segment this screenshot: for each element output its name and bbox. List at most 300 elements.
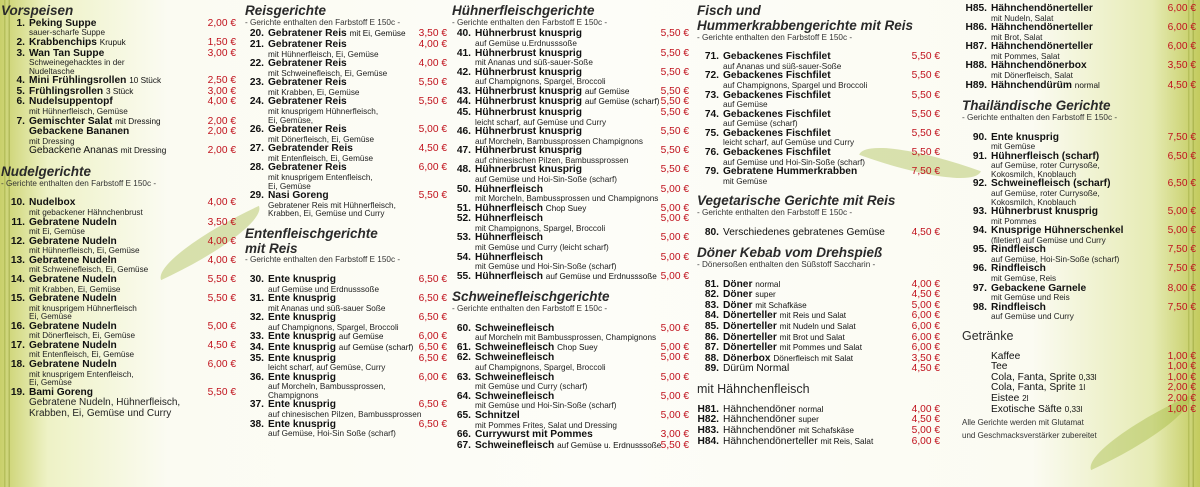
item-number: 40.	[456, 28, 471, 40]
item-description: auf Morcheln, Bambussprossen Champignons	[475, 136, 643, 146]
item-price: 6,00 €	[418, 331, 447, 343]
item-number: 23.	[249, 77, 264, 89]
item-name: Nudelbox	[29, 197, 76, 209]
item-name: Hühnerbrust knusprig	[475, 28, 582, 40]
item-price: 5,00 €	[660, 341, 689, 353]
item-description: mit Gemüse und Curry (leicht scharf)	[475, 243, 609, 253]
item-name: Dürüm Normal	[723, 363, 790, 375]
item-number: 46.	[456, 126, 471, 138]
item-extra: auf Gemüse und Erdnusssoße	[545, 271, 657, 281]
item-name: Verschiedenes gebratenes Gemüse	[723, 226, 885, 238]
item-number: 1.	[16, 17, 25, 29]
menu-item	[452, 214, 689, 225]
menu-item	[452, 185, 689, 196]
item-name: Hühnerfleisch	[475, 232, 543, 244]
item-number: 94.	[972, 225, 987, 237]
item-number: H86.	[965, 22, 987, 34]
item-number: 63.	[456, 371, 471, 383]
item-description: auf Champignons, Spargel, Broccoli	[268, 322, 399, 332]
menu-item	[245, 191, 447, 202]
item-name: Hähnchendürüm	[991, 79, 1072, 91]
item-number: 33.	[249, 331, 264, 343]
item-name: Gebackene Garnele	[991, 282, 1087, 294]
item-name: Schweinefleisch	[475, 352, 555, 364]
item-description: mit Dönerfleisch, Salat	[991, 71, 1073, 81]
menu-item	[452, 127, 689, 138]
item-price: 5,00 €	[660, 322, 689, 334]
item-name: Rindfleisch	[991, 263, 1046, 275]
item-extra: 2l	[1022, 394, 1029, 404]
item-extra: 1l	[1078, 383, 1086, 393]
item-name: Döner	[723, 278, 753, 290]
menu-item	[962, 207, 1196, 218]
item-description: mit Entenfleisch, Ei, Gemüse	[29, 350, 135, 360]
item-number: 81.	[704, 278, 719, 290]
item-number: 19.	[10, 386, 25, 398]
item-number: 92.	[972, 178, 987, 190]
menu-item	[697, 148, 940, 159]
item-name: Ente knusprig	[268, 418, 336, 430]
item-name: Gebratener Reis	[268, 58, 347, 70]
menu-item	[245, 97, 447, 108]
menu-item	[452, 68, 689, 79]
menu-item	[962, 303, 1196, 314]
menu-item	[1, 127, 236, 138]
item-name: Gebackenes Fischfilet	[723, 89, 831, 101]
section-heading: mit Reis	[245, 240, 298, 256]
item-description: mit Gemüse	[991, 142, 1036, 152]
item-number: 84.	[704, 310, 719, 322]
item-extra: Chop Suey	[545, 203, 587, 213]
item-number: 42.	[456, 66, 471, 78]
item-number: 86.	[704, 331, 719, 343]
item-price: 1,00 €	[1167, 371, 1196, 383]
menu-item	[697, 364, 940, 375]
item-price: 5,00 €	[207, 320, 236, 332]
item-number: 38.	[249, 418, 264, 430]
item-description: mit Gemüse und Hoi-Sin-Soße (scharf)	[475, 262, 617, 272]
menu-item	[245, 420, 447, 431]
item-description: auf Gemüse, Hoi-Sin Soße (scharf)	[268, 429, 396, 439]
item-name: Exotische Säfte	[991, 403, 1062, 415]
item-extra: mit Dressing	[115, 116, 161, 126]
menu-item	[1, 146, 236, 157]
item-name: Hühnerbrust knusprig	[475, 47, 582, 59]
item-name: Hühnerfleisch	[475, 202, 543, 214]
menu-item	[962, 179, 1196, 190]
item-name: Hähnchendönerbox	[991, 60, 1087, 72]
menu-item	[1, 360, 236, 371]
item-price: 6,00 €	[911, 331, 940, 343]
item-price: 4,00 €	[418, 38, 447, 50]
section-heading: Fisch und	[697, 3, 761, 18]
item-name: Gebratener Reis	[268, 96, 347, 108]
item-name: Hähnchendönerteller	[991, 41, 1093, 53]
item-price: 6,00 €	[1167, 3, 1196, 14]
menu-item	[452, 49, 689, 60]
item-number: 76.	[704, 146, 719, 158]
item-name: Hühnerfleisch	[475, 213, 543, 225]
section-heading: Getränke	[962, 328, 1014, 343]
section-heading: Entenfleischgerichte	[245, 225, 378, 241]
item-number: 96.	[972, 263, 987, 275]
item-extra: 0,33l	[1078, 372, 1097, 382]
item-price: 6,50 €	[418, 293, 447, 305]
menu-item	[697, 52, 940, 63]
item-price: 6,50 €	[418, 418, 447, 430]
item-number: 3.	[16, 47, 25, 59]
item-name: Döner	[723, 289, 753, 301]
item-price: 7,50 €	[1167, 301, 1196, 313]
menu-item	[697, 437, 940, 448]
item-number: 44.	[456, 96, 471, 108]
item-number: 6.	[16, 96, 25, 108]
item-price: 5,50 €	[660, 126, 689, 138]
item-price: 5,50 €	[660, 439, 689, 451]
item-description: mit Gemüse und Hoi-Sin-Soße (scharf)	[475, 401, 617, 411]
item-name: Dönerteller	[723, 310, 777, 322]
item-price: 4,50 €	[911, 226, 940, 238]
item-price: 5,00 €	[660, 232, 689, 244]
menu-item	[452, 272, 689, 283]
item-price: 2,00 €	[207, 17, 236, 29]
item-name: Krabbenchips	[29, 36, 97, 48]
item-number: 85.	[704, 321, 719, 332]
item-description: mit Brot, Salat	[991, 32, 1043, 42]
item-number: 87.	[704, 342, 719, 354]
item-price: 4,50 €	[418, 143, 447, 155]
item-price: 2,00 €	[207, 115, 236, 127]
item-description: leicht scharf, auf Gemüse, Curry	[268, 363, 386, 373]
item-description: mit Krabben, Ei, Gemüse	[268, 87, 360, 97]
item-name: Frühlingsrollen	[29, 85, 104, 97]
item-price: 6,00 €	[911, 342, 940, 354]
item-price: 6,50 €	[418, 312, 447, 324]
item-number: 13.	[10, 254, 25, 266]
item-description: auf Gemüse und Erdnusssoße	[268, 284, 380, 294]
item-price: 5,50 €	[911, 127, 940, 139]
item-price: 6,00 €	[911, 310, 940, 322]
item-number: 30.	[249, 273, 264, 285]
item-name: Hühnerfleisch	[475, 251, 543, 263]
item-number: 95.	[972, 244, 987, 256]
item-name: Hühnerbrust knusprig	[475, 126, 582, 138]
menu-item	[245, 294, 447, 305]
item-price: 6,00 €	[911, 321, 940, 332]
menu-item	[1, 97, 236, 108]
item-description: auf Morcheln, Bambussprossen,	[268, 382, 386, 392]
item-description: Ei, Gemüse	[29, 312, 72, 322]
item-number: 43.	[456, 85, 471, 97]
item-description: mit Gemüse, Reis	[991, 274, 1057, 284]
item-number: H87.	[965, 41, 987, 53]
menu-item	[452, 441, 689, 452]
item-extra: normal	[1074, 80, 1100, 90]
item-price: 5,00 €	[911, 299, 940, 311]
menu-item	[452, 373, 689, 384]
item-price: 5,50 €	[660, 85, 689, 97]
item-extra: 3 Stück	[106, 86, 134, 96]
section-heading: Vorspeisen	[1, 3, 74, 18]
item-number: 28.	[249, 162, 264, 174]
item-extra: mit Schafkäse	[755, 300, 807, 310]
item-price: 7,50 €	[1167, 263, 1196, 275]
item-price: 4,00 €	[207, 254, 236, 266]
item-extra: mit Pommes und Salat	[779, 343, 863, 353]
section-note: - Gerichte enthalten den Farbstoff E 150c -	[245, 17, 401, 27]
menu-item	[697, 228, 940, 239]
item-name: Wan Tan Suppe	[29, 47, 105, 59]
item-price: 3,00 €	[660, 429, 689, 441]
item-name: Knusprige Hühnerschenkel	[991, 225, 1124, 237]
item-number: 54.	[456, 251, 471, 263]
item-price: 4,00 €	[911, 278, 940, 290]
item-description: mit knusprigem Entenfleisch,	[29, 369, 134, 379]
item-number: 62.	[456, 352, 471, 364]
item-extra: auf Gemüse (scharf)	[338, 342, 414, 352]
item-name: Ente knusprig	[268, 331, 336, 343]
item-price: 5,50 €	[911, 70, 940, 82]
item-name: Schweinefleisch	[475, 439, 555, 451]
item-extra: mit Brot und Salat	[779, 332, 845, 342]
item-price: 5,50 €	[418, 96, 447, 108]
item-name: Hühnerbrust knusprig	[475, 85, 582, 97]
item-extra: normal	[755, 279, 781, 289]
item-description: mit knusprigem Hühnerfleisch,	[268, 107, 379, 117]
section-heading: Nudelgerichte	[1, 163, 92, 179]
item-number: 7.	[16, 115, 25, 127]
item-description: mit Gemüse und Curry (scharf)	[475, 382, 588, 392]
section-heading: Thailändische Gerichte	[962, 98, 1111, 114]
item-price: 6,00 €	[1167, 22, 1196, 34]
item-name: Gebratener Reis	[268, 124, 347, 136]
menu-item	[1, 198, 236, 209]
item-number: 5.	[16, 85, 25, 97]
section-note: - Gerichte enthalten den Farbstoff E 150c -	[1, 178, 157, 188]
item-price: 5,00 €	[1167, 225, 1196, 237]
menu-column	[245, 4, 447, 439]
item-name: Dönerteller	[723, 331, 777, 343]
menu-item	[962, 226, 1196, 237]
item-name: Gebratener Reis	[268, 28, 347, 40]
section-heading: Vegetarische Gerichte mit Reis	[697, 193, 896, 209]
menu-item	[962, 81, 1196, 92]
menu-item	[1, 49, 236, 60]
item-description: mit Hühnerfleisch, Ei, Gemüse	[268, 49, 379, 59]
item-price: 6,50 €	[1167, 150, 1196, 162]
item-description: auf chinesischen Pilzen, Bambussprossen	[268, 409, 422, 419]
item-name: Dönerteller	[723, 342, 777, 354]
item-description: mit Hühnerfleisch, Gemüse	[29, 107, 128, 117]
section-note: - Gerichte enthalten den Farbstoff E 150c -	[697, 32, 853, 42]
item-number: 73.	[704, 89, 719, 101]
menu-item	[245, 59, 447, 70]
item-extra: mit Nudeln und Salat	[779, 322, 856, 331]
item-description: Gebratene Nudeln, Hühnerfleisch,	[29, 397, 181, 409]
item-name: Cola, Fanta, Sprite	[991, 371, 1076, 383]
item-description: mit Entenfleisch, Ei, Gemüse	[268, 153, 374, 163]
item-extra: mit Reis, Salat	[820, 436, 874, 446]
item-name: Hühnerbrust knusprig	[475, 164, 582, 176]
menu-item	[245, 144, 447, 155]
item-number: H89.	[965, 79, 987, 91]
item-name: Döner	[723, 299, 753, 311]
item-number: 89.	[704, 363, 719, 375]
item-price: 3,50 €	[418, 28, 447, 40]
item-name: Hühnerfleisch	[475, 183, 543, 195]
menu-item	[962, 61, 1196, 72]
item-number: 98.	[972, 301, 987, 313]
item-name: Ente knusprig	[268, 371, 336, 383]
item-description: mit Dönerfleisch, Ei, Gemüse	[268, 134, 375, 144]
item-name: Rindfleisch	[991, 244, 1046, 256]
item-name: Hühnerbrust knusprig	[475, 107, 582, 119]
item-description: auf Gemüse, Hoi-Sin-Soße (scharf)	[991, 254, 1120, 264]
menu-item	[962, 284, 1196, 295]
item-extra: super	[798, 415, 819, 425]
section-heading: Döner Kebab vom Drehspieß	[697, 245, 883, 261]
item-description: auf Champignons, Spargel und Broccoli	[723, 80, 868, 90]
item-price: 5,00 €	[660, 183, 689, 195]
item-name: Schweinefleisch	[475, 322, 555, 334]
item-number: 16.	[10, 320, 25, 332]
menu-item	[245, 78, 447, 89]
footer-note: Alle Gerichte werden mit Glutamat	[962, 418, 1084, 428]
item-number: 88.	[704, 352, 719, 364]
menu-item	[452, 108, 689, 119]
item-price: 5,50 €	[660, 107, 689, 119]
item-name: Gebackenes Fischfilet	[723, 146, 831, 158]
item-number: 36.	[249, 371, 264, 383]
item-price: 5,50 €	[207, 273, 236, 285]
item-name: Gebackenes Fischfilet	[723, 51, 831, 63]
item-price: 5,50 €	[207, 386, 236, 398]
item-description: mit Dressing	[29, 136, 75, 146]
item-price: 6,00 €	[418, 162, 447, 174]
item-description: mit knusprigem Entenfleisch,	[268, 172, 373, 182]
item-number: 20.	[249, 28, 264, 40]
item-description: mit Hühnerfleisch, Ei, Gemüse	[29, 246, 140, 256]
item-number: H84.	[697, 435, 719, 447]
item-price: 7,50 €	[911, 166, 940, 178]
item-extra: auf Gemüse	[584, 86, 630, 96]
item-number: 66.	[456, 429, 471, 441]
item-price: 5,00 €	[660, 371, 689, 383]
menu-item	[452, 392, 689, 403]
item-price: 3,00 €	[207, 47, 236, 59]
item-price: 5,00 €	[418, 124, 447, 136]
menu-item	[1, 294, 236, 305]
item-name: Gebratender Reis	[268, 143, 353, 155]
item-description: mit Ananas und süß-sauer-Soße	[475, 58, 593, 68]
item-number: 83.	[704, 299, 719, 311]
item-description: auf Gemüse u.Erdnusssoße	[475, 38, 577, 48]
item-number: 65.	[456, 409, 471, 421]
section-heading: Hummerkrabbengerichte mit Reis	[697, 17, 914, 33]
item-description: auf Morcheln mit Bambussprossen, Champignons	[475, 333, 657, 343]
item-price: 3,50 €	[207, 216, 236, 228]
item-description: auf Gemüse und Hoi-Sin-Soße (scharf)	[723, 157, 865, 167]
item-price: 5,00 €	[660, 409, 689, 421]
item-name: Schweinefleisch (scharf)	[991, 178, 1111, 190]
item-name: Ente knusprig	[991, 131, 1059, 143]
item-description: sauer-scharfe Suppe	[29, 28, 106, 38]
menu-item	[452, 353, 689, 364]
item-name: Rindfleisch	[991, 301, 1046, 313]
item-description: auf Gemüse und Hoi-Sin-Soße (scharf)	[475, 175, 617, 185]
item-number: 10.	[10, 197, 25, 209]
menu-item	[697, 167, 940, 178]
menu-item	[1, 275, 236, 286]
item-price: 5,50 €	[418, 77, 447, 89]
item-number: 17.	[10, 339, 25, 351]
item-extra: auf Gemüse	[338, 332, 384, 342]
item-name: Hähnchendönerteller	[991, 3, 1093, 14]
item-name: Schweinefleisch	[475, 390, 555, 402]
item-name: Currywurst mit Pommes	[475, 429, 593, 441]
item-number: 55.	[456, 270, 471, 282]
item-number: 34.	[249, 341, 264, 353]
item-extra: Krupuk	[99, 37, 126, 47]
item-price: 4,50 €	[911, 289, 940, 301]
item-number: 2.	[16, 36, 25, 48]
menu-item	[245, 163, 447, 174]
item-price: 5,50 €	[418, 190, 447, 202]
item-name: Schweinefleisch	[475, 371, 555, 383]
item-price: 4,50 €	[911, 363, 940, 375]
item-price: 6,00 €	[1167, 41, 1196, 53]
item-number: 90.	[972, 131, 987, 143]
item-number: 35.	[249, 352, 264, 364]
item-price: 5,50 €	[207, 293, 236, 305]
item-name: Schnitzel	[475, 409, 520, 421]
item-name: Gebackenes Fischfilet	[723, 108, 831, 120]
item-number: 31.	[249, 293, 264, 305]
item-price: 3,00 €	[207, 85, 236, 97]
item-price: 1,00 €	[1167, 403, 1196, 415]
item-price: 5,00 €	[660, 352, 689, 364]
item-description: mit Ananas und süß-sauer Soße	[268, 303, 386, 313]
item-name: Schweinefleisch	[475, 341, 555, 353]
item-number: 45.	[456, 107, 471, 119]
item-description: mit Gemüse und Reis	[991, 293, 1070, 303]
item-extra: Dönerfleisch mit Salat	[773, 353, 854, 363]
item-price: 4,00 €	[207, 235, 236, 247]
item-name: Peking Suppe	[29, 17, 97, 29]
item-price: 1,00 €	[1167, 350, 1196, 362]
item-number: 93.	[972, 206, 987, 218]
item-extra: Chop Suey	[557, 342, 598, 352]
item-name: Kaffee	[991, 350, 1021, 362]
item-description: mit Gemüse	[723, 176, 768, 186]
item-price: 6,50 €	[418, 341, 447, 353]
item-name: Gebratene Nudeln	[29, 359, 117, 371]
menu-item	[962, 42, 1196, 53]
menu-item	[245, 400, 447, 411]
item-name: Gebratene Hummerkrabben	[723, 166, 858, 178]
item-description: Ei, Gemüse,	[268, 115, 314, 125]
item-description: auf Champignons, Spargel, Broccoli	[475, 363, 606, 373]
item-name: Hühnerbrust knusprig	[475, 96, 582, 108]
item-name: Hähnchendöner	[723, 403, 796, 415]
item-number: 97.	[972, 282, 987, 294]
menu-item	[962, 4, 1196, 15]
item-price: 5,00 €	[911, 425, 940, 437]
item-description: mit Schweinefleisch, Ei, Gemüse	[268, 68, 388, 78]
item-description: auf Gemüse und Curry	[991, 312, 1074, 322]
item-extra: 0,33l	[1064, 404, 1083, 414]
menu-item	[1, 322, 236, 333]
